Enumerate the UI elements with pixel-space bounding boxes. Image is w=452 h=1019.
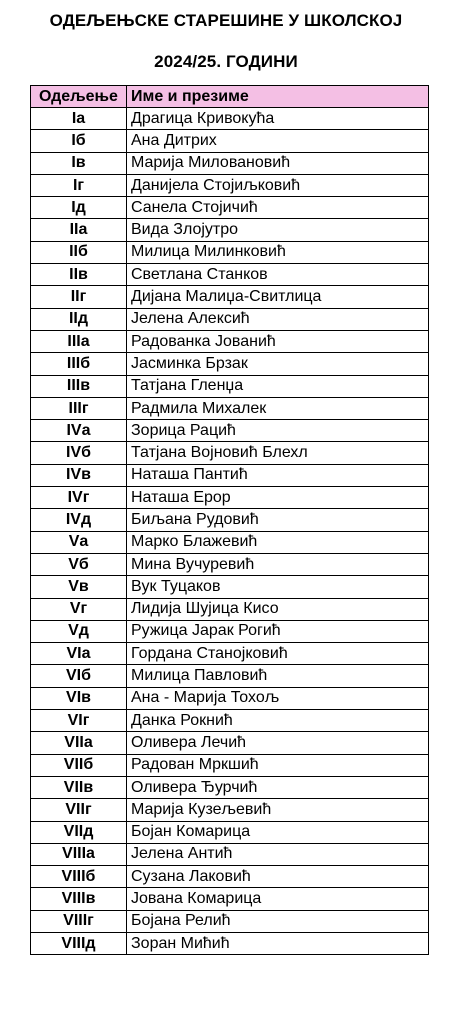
class-cell: VIIб (31, 754, 127, 776)
teacher-name-cell: Татјана Гленџа (127, 375, 429, 397)
table-row (31, 620, 429, 642)
teacher-name-cell: Данијела Стојиљковић (127, 174, 429, 196)
table-row (31, 754, 429, 776)
class-cell: Iд (31, 197, 127, 219)
teacher-name-cell: Оливера Ђурчић (127, 776, 429, 798)
table-row (31, 174, 429, 196)
table-row (31, 553, 429, 575)
table-row (31, 821, 429, 843)
table-row (31, 152, 429, 174)
table-row (31, 286, 429, 308)
teacher-name-cell: Татјана Војновић Блехл (127, 442, 429, 464)
teacher-name-cell: Ружица Јарак Рогић (127, 620, 429, 642)
table-row (31, 509, 429, 531)
teacher-name-cell: Радованка Јованић (127, 330, 429, 352)
class-cell: Vа (31, 531, 127, 553)
class-cell: VIIIд (31, 932, 127, 954)
table-row (31, 353, 429, 375)
table-row (31, 576, 429, 598)
table-row (31, 108, 429, 130)
class-cell: Vв (31, 576, 127, 598)
class-cell: Vд (31, 620, 127, 642)
table-row (31, 687, 429, 709)
table-row (31, 442, 429, 464)
table-row (31, 197, 429, 219)
class-cell: VIб (31, 665, 127, 687)
table-row (31, 464, 429, 486)
teacher-name-cell: Вук Туцаков (127, 576, 429, 598)
table-row (31, 241, 429, 263)
class-cell: VIв (31, 687, 127, 709)
table-row (31, 643, 429, 665)
class-cell: VIIа (31, 732, 127, 754)
class-cell: IVд (31, 509, 127, 531)
teacher-name-cell: Лидија Шујица Кисо (127, 598, 429, 620)
column-header-name: Име и презиме (127, 86, 429, 108)
table-row (31, 219, 429, 241)
table-row (31, 598, 429, 620)
class-cell: IIд (31, 308, 127, 330)
column-header-class: Одељење (31, 86, 127, 108)
teacher-name-cell: Марија Миловановић (127, 152, 429, 174)
class-cell: Iг (31, 174, 127, 196)
teacher-name-cell: Ана Дитрих (127, 130, 429, 152)
class-cell: VIIIг (31, 910, 127, 932)
class-cell: VIIIа (31, 843, 127, 865)
table-row (31, 130, 429, 152)
teacher-name-cell: Дијана Малиџа-Свитлица (127, 286, 429, 308)
class-cell: VIIд (31, 821, 127, 843)
class-cell: IVв (31, 464, 127, 486)
teacher-name-cell: Санела Стојичић (127, 197, 429, 219)
class-cell: IIв (31, 264, 127, 286)
class-cell: Iа (31, 108, 127, 130)
table-header-row (31, 86, 429, 108)
table-row (31, 264, 429, 286)
class-cell: IVб (31, 442, 127, 464)
teacher-name-cell: Марко Блажевић (127, 531, 429, 553)
class-cell: IVг (31, 487, 127, 509)
document-title-line-2: 2024/25. ГОДИНИ (154, 52, 298, 71)
class-cell: VIIг (31, 799, 127, 821)
teacher-name-cell: Радмила Михалек (127, 397, 429, 419)
teacher-name-cell: Јелена Антић (127, 843, 429, 865)
table-row (31, 308, 429, 330)
teacher-name-cell: Вида Злојутро (127, 219, 429, 241)
class-cell: Iв (31, 152, 127, 174)
teacher-name-cell: Зорица Рацић (127, 420, 429, 442)
teacher-name-cell: Радован Мркшић (127, 754, 429, 776)
teacher-name-cell: Милица Павловић (127, 665, 429, 687)
table-row (31, 932, 429, 954)
teacher-name-cell: Бојан Комарица (127, 821, 429, 843)
teacher-name-cell: Милица Милинковић (127, 241, 429, 263)
teacher-name-cell: Гордана Станојковић (127, 643, 429, 665)
table-row (31, 776, 429, 798)
class-cell: VIIIб (31, 866, 127, 888)
teacher-name-cell: Јована Комарица (127, 888, 429, 910)
class-cell: VIIв (31, 776, 127, 798)
teacher-name-cell: Драгица Кривокућа (127, 108, 429, 130)
document-title-line-1: ОДЕЉЕЊСКЕ СТАРЕШИНЕ У ШКОЛСКОЈ (49, 11, 403, 30)
class-cell: IIг (31, 286, 127, 308)
table-row (31, 866, 429, 888)
table-row (31, 531, 429, 553)
table-row (31, 732, 429, 754)
teacher-name-cell: Марија Кузељевић (127, 799, 429, 821)
class-cell: VIа (31, 643, 127, 665)
table-row (31, 799, 429, 821)
teacher-name-cell: Мина Вучуревић (127, 553, 429, 575)
teacher-name-cell: Јасминка Брзак (127, 353, 429, 375)
table-row (31, 910, 429, 932)
table-row (31, 375, 429, 397)
class-cell: IIIб (31, 353, 127, 375)
table-row (31, 710, 429, 732)
table-row (31, 397, 429, 419)
table-row (31, 487, 429, 509)
class-cell: IIб (31, 241, 127, 263)
class-cell: VIIIв (31, 888, 127, 910)
teacher-name-cell: Данка Рокнић (127, 710, 429, 732)
class-cell: IIа (31, 219, 127, 241)
teacher-name-cell: Наташа Пантић (127, 464, 429, 486)
table-row (31, 843, 429, 865)
teacher-name-cell: Наташа Ерор (127, 487, 429, 509)
teacher-name-cell: Бојана Релић (127, 910, 429, 932)
class-cell: VIг (31, 710, 127, 732)
table-body (31, 108, 429, 955)
class-cell: Iб (31, 130, 127, 152)
table-row (31, 330, 429, 352)
teacher-name-cell: Оливера Лечић (127, 732, 429, 754)
teacher-name-cell: Ана - Марија Тохољ (127, 687, 429, 709)
class-teachers-table (30, 85, 429, 955)
teacher-name-cell: Светлана Станков (127, 264, 429, 286)
teacher-name-cell: Јелена Алексић (127, 308, 429, 330)
class-cell: Vб (31, 553, 127, 575)
table-row (31, 665, 429, 687)
class-cell: IIIг (31, 397, 127, 419)
teacher-name-cell: Сузана Лаковић (127, 866, 429, 888)
teacher-name-cell: Биљана Рудовић (127, 509, 429, 531)
table-row (31, 888, 429, 910)
class-cell: IIIа (31, 330, 127, 352)
teacher-name-cell: Зоран Мићић (127, 932, 429, 954)
table-row (31, 420, 429, 442)
class-cell: IIIв (31, 375, 127, 397)
class-cell: Vг (31, 598, 127, 620)
class-cell: IVа (31, 420, 127, 442)
